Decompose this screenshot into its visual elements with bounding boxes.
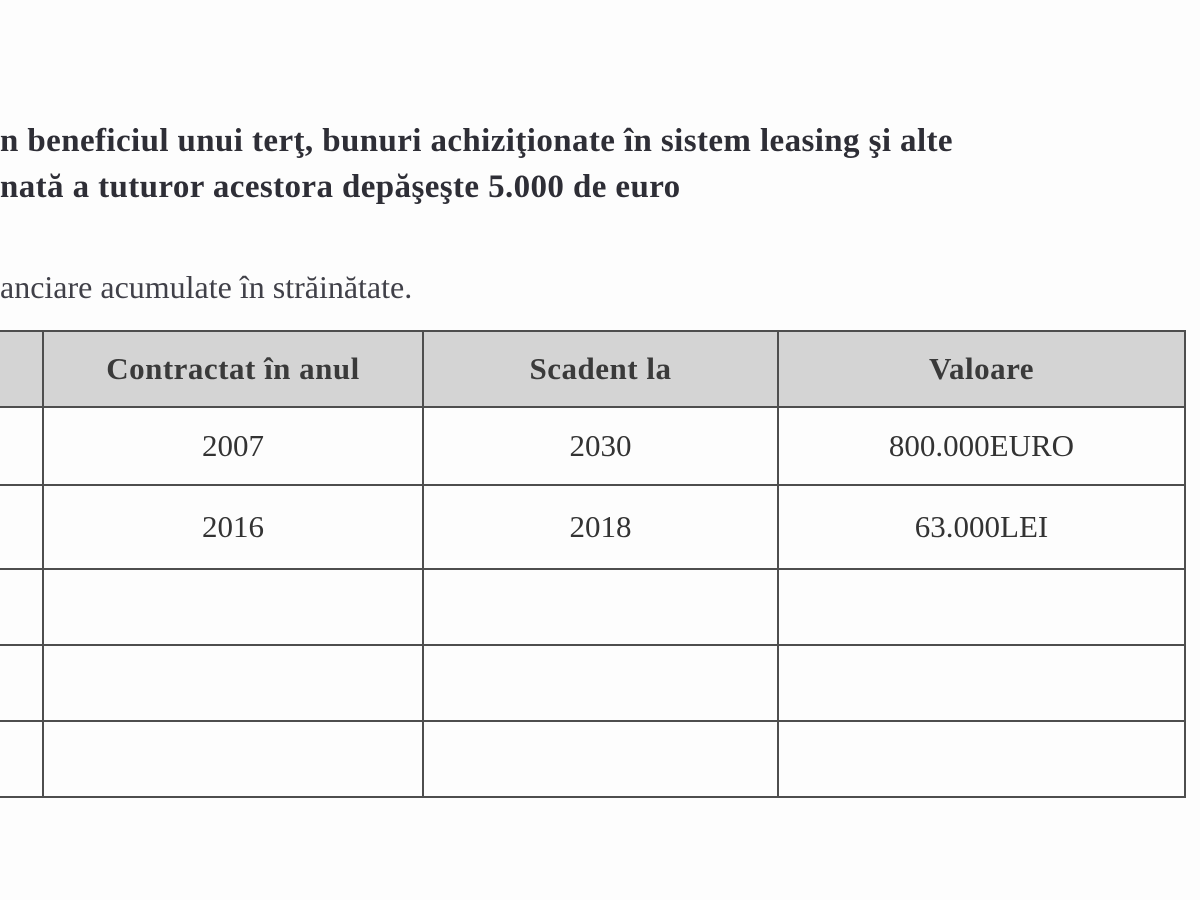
table-cell: 2030 xyxy=(423,407,778,485)
table-header-row xyxy=(0,331,1185,407)
table-cell xyxy=(0,407,43,485)
table-cell: 63.000LEI xyxy=(778,485,1185,569)
table-cell xyxy=(778,721,1185,797)
table-cell xyxy=(778,645,1185,721)
table-cell: 2016 xyxy=(43,485,423,569)
table-row xyxy=(0,485,1185,569)
table-cell xyxy=(0,485,43,569)
table-cell xyxy=(43,721,423,797)
table-cell xyxy=(423,569,778,645)
table-cell xyxy=(423,645,778,721)
header-cell-creditor xyxy=(0,331,43,407)
debts-table xyxy=(0,330,1186,798)
table-cell xyxy=(0,569,43,645)
table-cell xyxy=(0,721,43,797)
table-row xyxy=(0,569,1185,645)
section-subheading: anciare acumulate în străinătate. xyxy=(0,269,413,305)
table-row xyxy=(0,407,1185,485)
table-cell: 800.000EURO xyxy=(778,407,1185,485)
header-cell-contracted-year: Contractat în anul xyxy=(43,331,423,407)
table-row xyxy=(0,645,1185,721)
section-heading-line-2: nată a tuturor acestora depăşeşte 5.000 de euro xyxy=(0,169,681,205)
table-cell xyxy=(0,645,43,721)
table-cell: 2007 xyxy=(43,407,423,485)
table-cell xyxy=(43,645,423,721)
table-cell: 2018 xyxy=(423,485,778,569)
table-row xyxy=(0,721,1185,797)
table-cell xyxy=(778,569,1185,645)
header-cell-value: Valoare xyxy=(778,331,1185,407)
section-heading-line-1: n beneficiul unui terţ, bunuri achiziţionate în sistem leasing şi alte xyxy=(0,123,953,159)
table-cell xyxy=(423,721,778,797)
header-cell-due-date: Scadent la xyxy=(423,331,778,407)
table-cell xyxy=(43,569,423,645)
